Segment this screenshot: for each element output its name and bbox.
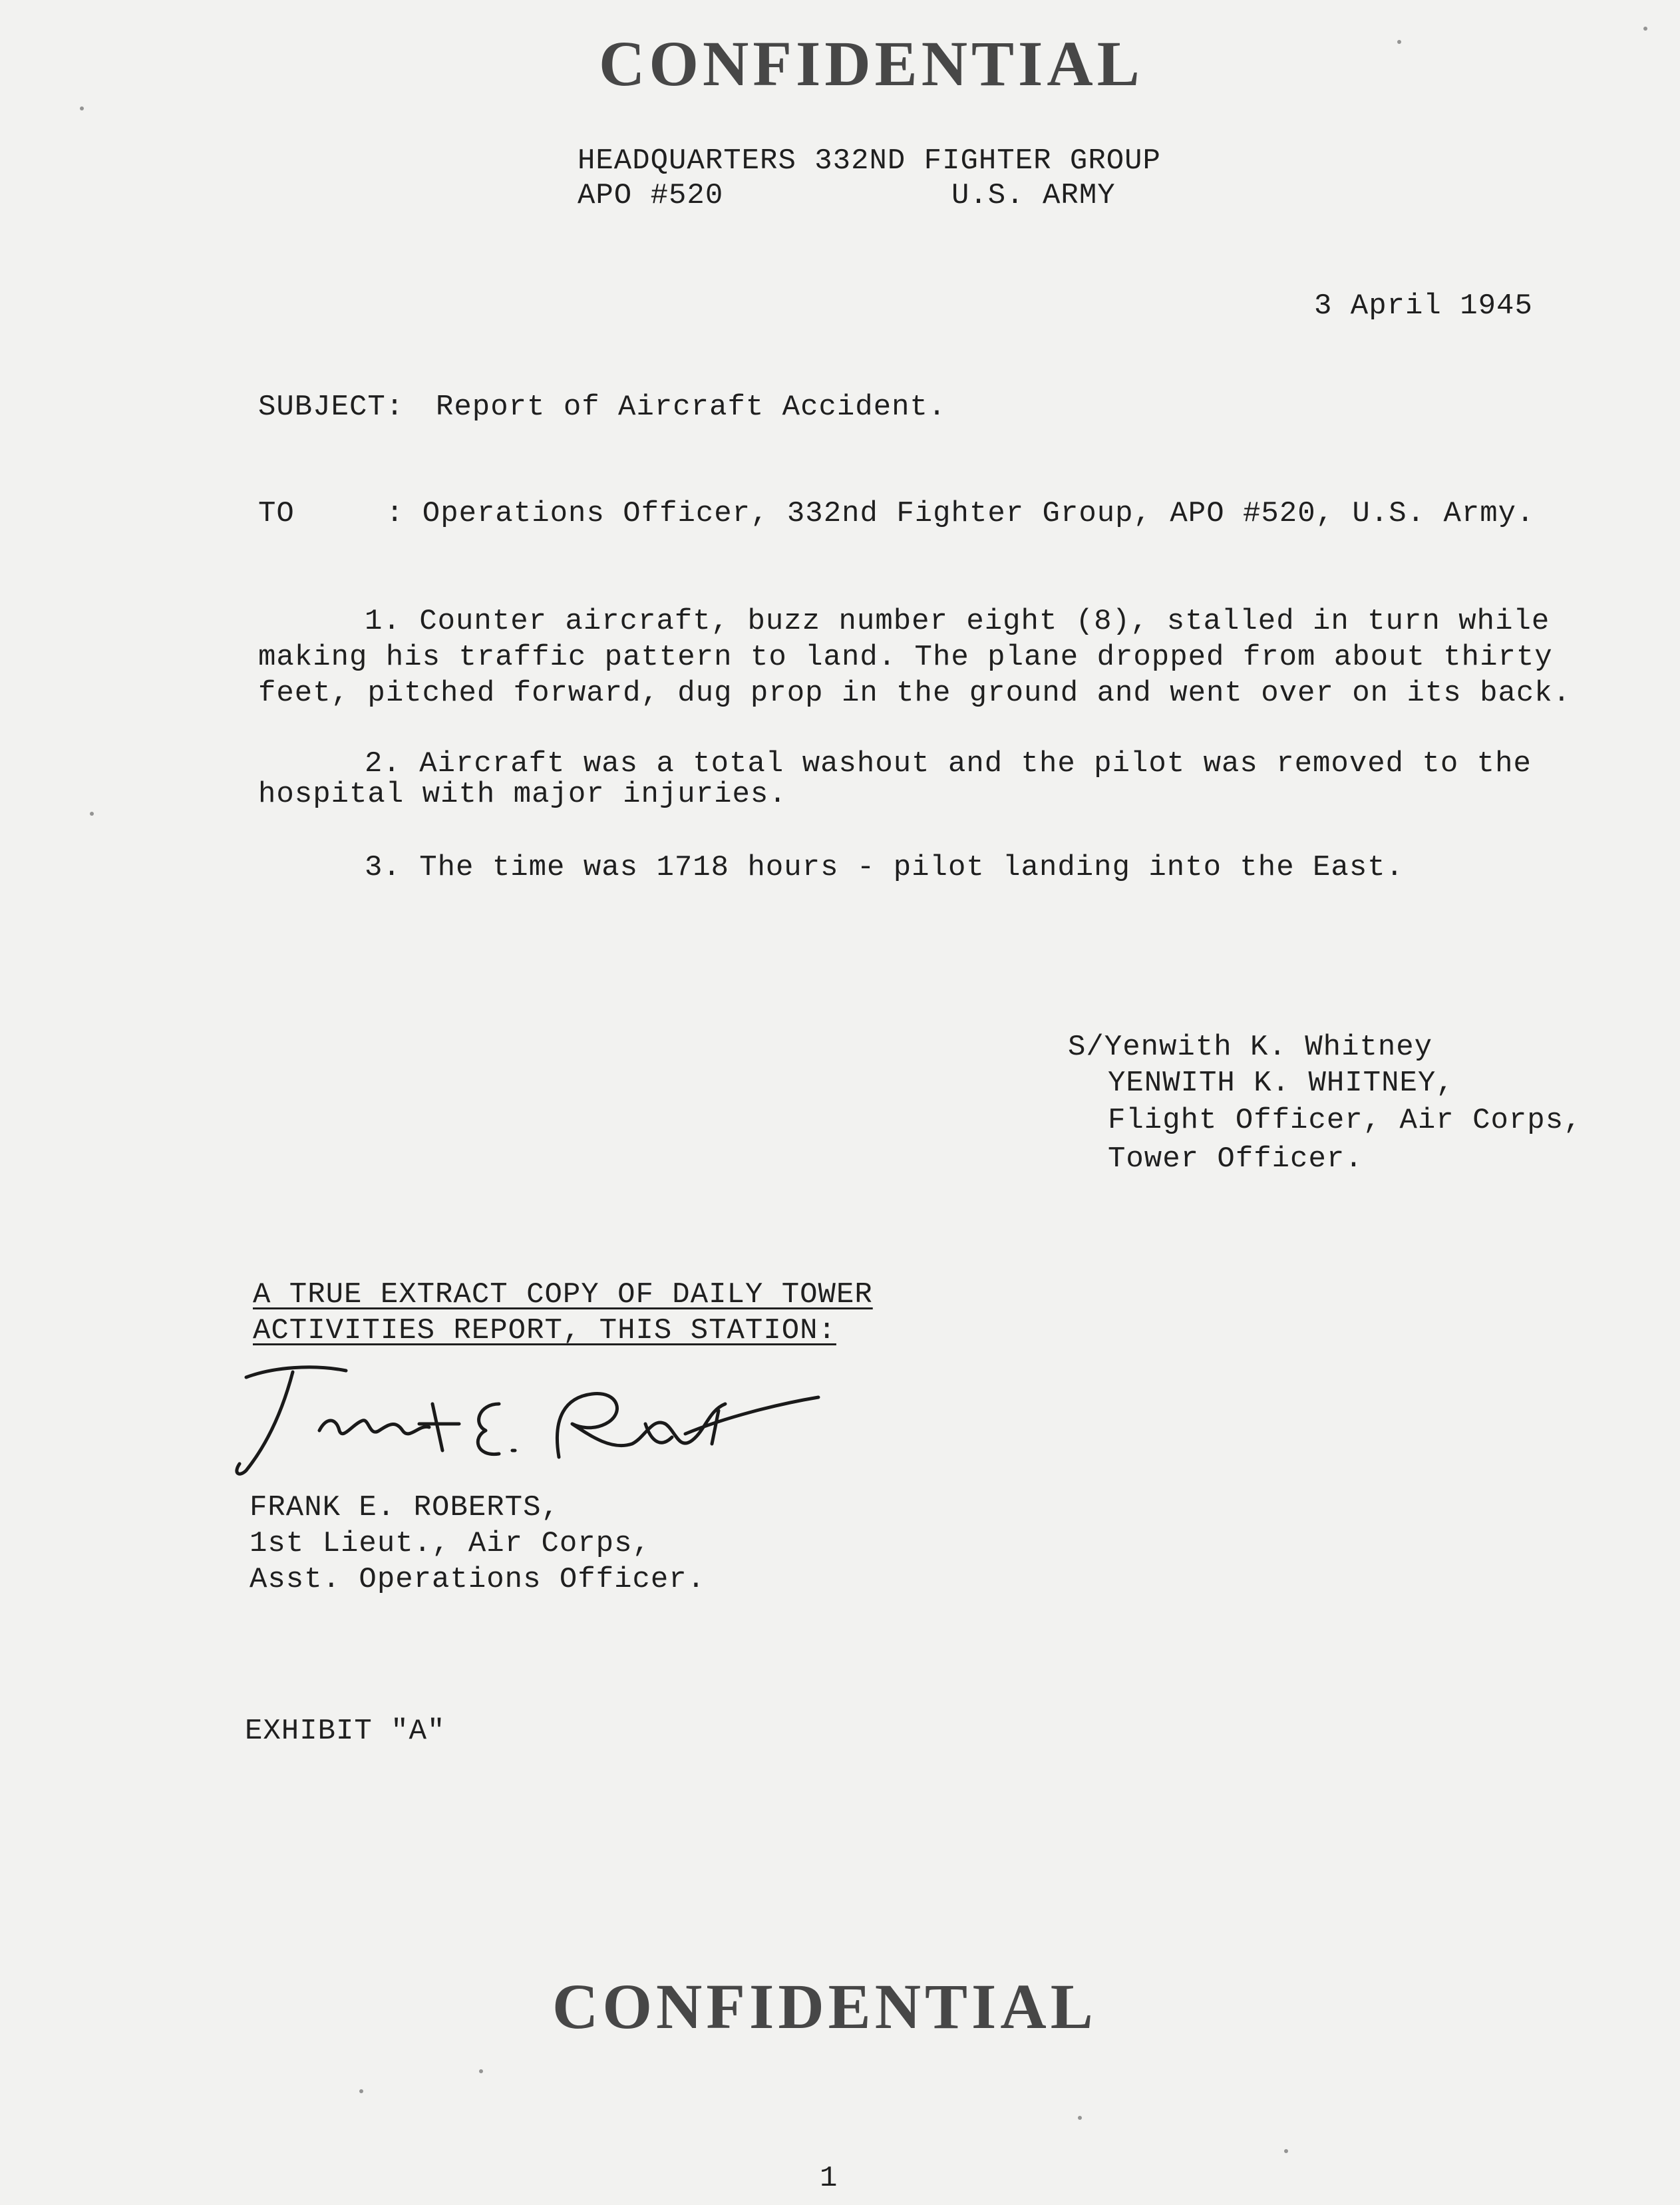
exhibit-label: EXHIBIT "A" <box>245 1715 446 1748</box>
to-text: : Operations Officer, 332nd Fighter Group, APO #520, U.S. Army. <box>386 497 1535 530</box>
typed-signature: S/Yenwith K. Whitney <box>1068 1031 1433 1064</box>
paragraph-2-line-1: 2. Aircraft was a total washout and the pilot was removed to the <box>365 747 1532 780</box>
handwritten-signature <box>220 1357 832 1484</box>
apo-number: APO #520 <box>578 179 724 212</box>
unit-heading: HEADQUARTERS 332ND FIGHTER GROUP <box>578 144 1161 178</box>
certification-line-1: A TRUE EXTRACT COPY OF DAILY TOWER <box>253 1278 873 1311</box>
dust-speck <box>479 2069 483 2073</box>
certification-line-2: ACTIVITIES REPORT, THIS STATION: <box>253 1314 836 1347</box>
certifier-name: FRANK E. ROBERTS, <box>250 1491 560 1524</box>
paragraph-3-line-1: 3. The time was 1718 hours - pilot landing into the East. <box>365 851 1405 884</box>
certifier-title: Asst. Operations Officer. <box>250 1563 706 1596</box>
to-label: TO <box>258 497 295 530</box>
signer-rank: Flight Officer, Air Corps, <box>1108 1104 1582 1137</box>
classification-stamp-bottom: CONFIDENTIAL <box>552 1971 1097 2042</box>
dust-speck <box>1078 2116 1082 2120</box>
army-label: U.S. ARMY <box>951 179 1116 212</box>
paragraph-1-line-3: feet, pitched forward, dug prop in the ground and went over on its back. <box>258 677 1572 710</box>
document-date: 3 April 1945 <box>1314 289 1533 323</box>
dust-speck <box>80 106 84 110</box>
signer-name: YENWITH K. WHITNEY, <box>1108 1067 1454 1100</box>
page-number: 1 <box>820 2162 838 2195</box>
subject-label: SUBJECT: <box>258 391 405 424</box>
classification-stamp-top: CONFIDENTIAL <box>599 28 1144 99</box>
dust-speck <box>359 2089 363 2093</box>
dust-speck <box>90 812 94 816</box>
signer-title: Tower Officer. <box>1108 1142 1363 1176</box>
dust-speck <box>1284 2149 1288 2153</box>
subject-text: Report of Aircraft Accident. <box>436 391 947 424</box>
paragraph-1-line-1: 1. Counter aircraft, buzz number eight (8), stalled in turn while <box>365 605 1550 638</box>
certifier-rank: 1st Lieut., Air Corps, <box>250 1527 651 1560</box>
dust-speck <box>1643 27 1647 31</box>
paragraph-2-line-2: hospital with major injuries. <box>258 778 787 811</box>
paragraph-1-line-2: making his traffic pattern to land. The plane dropped from about thirty <box>258 641 1553 674</box>
dust-speck <box>1397 40 1401 44</box>
